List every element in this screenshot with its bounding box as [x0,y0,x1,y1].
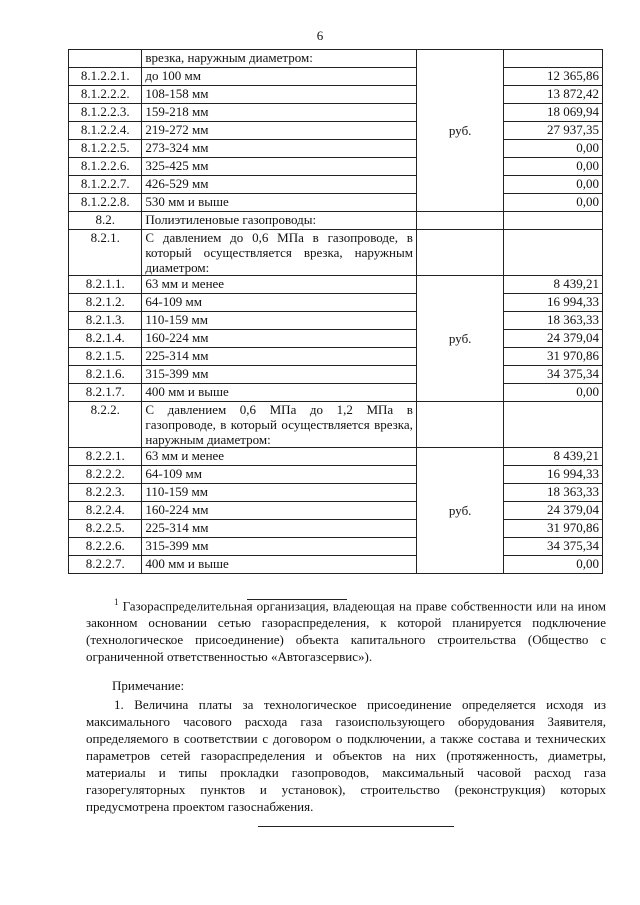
table-row [69,520,603,538]
row-code: 8.1.2.2.3. [69,104,142,122]
row-value: 0,00 [504,384,603,402]
footnote-marker: 1 [114,597,119,607]
row-code: 8.2. [69,212,142,230]
row-description: 315-399 мм [142,538,417,556]
row-description: 64-109 мм [142,294,417,312]
table-row [69,366,603,384]
table-row [69,68,603,86]
row-value: 0,00 [504,176,603,194]
row-value: 27 937,35 [504,122,603,140]
unit-cell [416,212,503,230]
row-description: 400 мм и выше [142,384,417,402]
row-code: 8.2.1.4. [69,330,142,348]
note-text: 1. Величина платы за технологическое присоединение определяется исходя из максимального часового расхода газа газоиспользующего оборудования Заявителя, определяемого в соответствии с договором о подключении, а также состава и технических параметров сетей газораспределения и объектов на них (протяженность, диаметры, материалы и типы прокладки газопроводов, максимальный часовой расход газа газорегуляторных пунктов и установок), строительство (реконструкция) которых предусмотрена проектом газоснабжения. [86,697,606,814]
table-row [69,556,603,574]
row-value: 12 365,86 [504,68,603,86]
table-row [69,312,603,330]
row-description: 219-272 мм [142,122,417,140]
row-description: 159-218 мм [142,104,417,122]
row-code: 8.2.2.6. [69,538,142,556]
row-code: 8.1.2.2.5. [69,140,142,158]
row-code: 8.1.2.2.7. [69,176,142,194]
row-description: 325-425 мм [142,158,417,176]
row-description: 225-314 мм [142,520,417,538]
row-value: 34 375,34 [504,538,603,556]
row-code: 8.1.2.2.4. [69,122,142,140]
row-description: 110-159 мм [142,312,417,330]
row-code: 8.1.2.2.8. [69,194,142,212]
row-code: 8.2.1. [69,230,142,276]
table-row [69,538,603,556]
row-code: 8.1.2.2.6. [69,158,142,176]
footnote-text: Газораспределительная организация, владеющая на праве собственности или на ином законном основании сетью газораспределения, к которой планируется подключение (технологическое присоединение) объекта капитального строительства (Общество с ограниченной ответственностью «Автогазсервис»). [86,598,606,665]
row-code [69,50,142,68]
row-value: 0,00 [504,556,603,574]
row-description: 108-158 мм [142,86,417,104]
row-code: 8.2.1.5. [69,348,142,366]
row-description: 160-224 мм [142,502,417,520]
row-value: 13 872,42 [504,86,603,104]
table-row [69,212,603,230]
row-value [504,402,603,448]
table-row [69,276,603,294]
row-code: 8.2.2.7. [69,556,142,574]
table-row [69,502,603,520]
bottom-separator [258,826,454,827]
row-value: 34 375,34 [504,366,603,384]
row-code: 8.1.2.2.2. [69,86,142,104]
row-value: 24 379,04 [504,502,603,520]
row-description: 426-529 мм [142,176,417,194]
row-description: 63 мм и менее [142,276,417,294]
tariff-table [68,49,603,574]
table-row [69,348,603,366]
table-row [69,330,603,348]
table-row [69,448,603,466]
row-value: 0,00 [504,158,603,176]
row-code: 8.2.1.2. [69,294,142,312]
row-code: 8.2.2.1. [69,448,142,466]
row-value: 0,00 [504,140,603,158]
table-row [69,50,603,68]
row-value [504,230,603,276]
row-value: 18 363,33 [504,484,603,502]
row-code: 8.2.2.4. [69,502,142,520]
table-row [69,466,603,484]
row-code: 8.2.2.2. [69,466,142,484]
row-value: 8 439,21 [504,276,603,294]
row-description: С давлением 0,6 МПа до 1,2 МПа в газопроводе, в который осуществляется врезка, наружным диаметром: [142,402,417,448]
unit-cell: руб. [416,276,503,402]
row-value: 18 069,94 [504,104,603,122]
unit-cell [416,402,503,448]
row-value: 31 970,86 [504,520,603,538]
page-number: 6 [316,28,324,43]
row-description: С давлением до 0,6 МПа в газопроводе, в который осуществляется врезка, наружным диаметром: [142,230,417,276]
table-row [69,194,603,212]
note-title: Примечание: [112,678,185,693]
row-description: 110-159 мм [142,484,417,502]
row-value [504,212,603,230]
table-row [69,230,603,276]
row-value: 31 970,86 [504,348,603,366]
row-description: 530 мм и выше [142,194,417,212]
unit-cell: руб. [416,448,503,574]
table-row [69,104,603,122]
table-row [69,86,603,104]
table-row [69,402,603,448]
row-value [504,50,603,68]
row-description: 160-224 мм [142,330,417,348]
row-description: 64-109 мм [142,466,417,484]
row-description: 273-324 мм [142,140,417,158]
row-description: 400 мм и выше [142,556,417,574]
table-row [69,176,603,194]
row-description: до 100 мм [142,68,417,86]
row-code: 8.2.1.1. [69,276,142,294]
row-code: 8.2.1.3. [69,312,142,330]
row-value: 0,00 [504,194,603,212]
unit-cell [416,230,503,276]
row-description: врезка, наружным диаметром: [142,50,417,68]
row-description: 315-399 мм [142,366,417,384]
unit-cell: руб. [416,50,503,212]
row-value: 16 994,33 [504,466,603,484]
row-description: Полиэтиленовые газопроводы: [142,212,417,230]
row-value: 24 379,04 [504,330,603,348]
row-code: 8.1.2.2.1. [69,68,142,86]
table-row [69,140,603,158]
row-code: 8.2.1.7. [69,384,142,402]
row-value: 18 363,33 [504,312,603,330]
table-row [69,294,603,312]
row-code: 8.2.2.3. [69,484,142,502]
row-description: 225-314 мм [142,348,417,366]
table-row [69,484,603,502]
row-code: 8.2.2.5. [69,520,142,538]
row-value: 8 439,21 [504,448,603,466]
table-row [69,384,603,402]
row-value: 16 994,33 [504,294,603,312]
footnote [86,594,606,665]
row-code: 8.2.2. [69,402,142,448]
table-row [69,158,603,176]
row-code: 8.2.1.6. [69,366,142,384]
row-description: 63 мм и менее [142,448,417,466]
table-row [69,122,603,140]
